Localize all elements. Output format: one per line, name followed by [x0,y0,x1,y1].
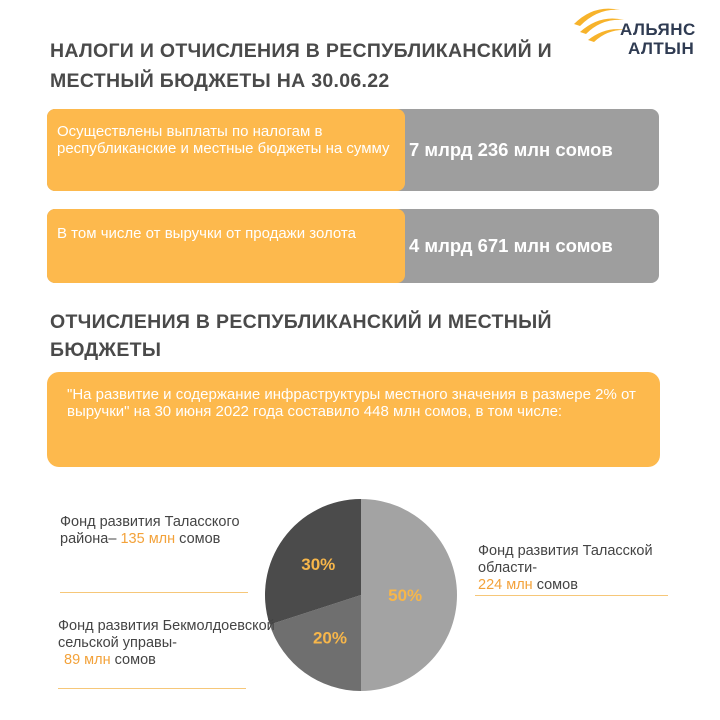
tax-payments-bar [47,109,659,191]
page-title: НАЛОГИ И ОТЧИСЛЕНИЯ В РЕСПУБЛИКАНСКИЙ И МЕСТНЫЙ БЮДЖЕТЫ НА 30.06.22 [50,40,552,92]
gold-revenue-label: В том числе от выручки от продажи золота [47,209,405,283]
brand-line2: АЛТЫН [628,39,695,58]
legend-talas-district-unit: сомов [175,531,221,547]
legend-bekmoldo [58,618,278,669]
legend-bekmoldo-rule [58,688,246,689]
legend-talas-region-unit: сомов [532,577,578,593]
legend-talas-region [478,543,678,594]
legend-talas-district-text: Фонд развития Таласского района– [60,514,240,547]
distribution-pie-chart [263,497,459,693]
legend-talas-district-rule [60,592,248,593]
legend-talas-region-rule [475,595,668,596]
section-title: ОТЧИСЛЕНИЯ В РЕСПУБЛИКАНСКИЙ И МЕСТНЫЙ БЮДЖЕТЫ [50,311,552,361]
tax-payments-value: 7 млрд 236 млн сомов [409,139,613,160]
pie-label-talas-district: 30% [301,554,336,574]
infrastructure-note: "На развитие и содержание инфраструктуры местного значения в размере 2% от выручки" на 30 июня 2022 года составило 448 млн сомов, в том числе: [47,372,660,467]
tax-payments-label: Осуществлены выплаты по налогам в республиканские и местные бюджеты на сумму [47,109,405,191]
pie-label-talas-region: 50% [388,586,423,605]
legend-talas-region-amount: 224 млн [478,577,533,593]
brand-line1: АЛЬЯНС [620,20,696,39]
legend-talas-district [60,514,260,548]
legend-bekmoldo-amount: 89 млн [64,652,111,668]
gold-revenue-value: 4 млрд 671 млн сомов [409,235,613,256]
brand-name [620,20,696,58]
gold-revenue-bar [47,209,659,283]
brand-logo [570,2,720,60]
pie-label-bekmoldo: 20% [312,628,347,648]
legend-talas-district-amount: 135 млн [120,531,176,547]
legend-bekmoldo-text: Фонд развития Бекмолдоевской сельской управы- [58,618,275,651]
legend-bekmoldo-unit: сомов [110,652,156,668]
legend-talas-region-text: Фонд развития Таласской области- [478,543,653,576]
